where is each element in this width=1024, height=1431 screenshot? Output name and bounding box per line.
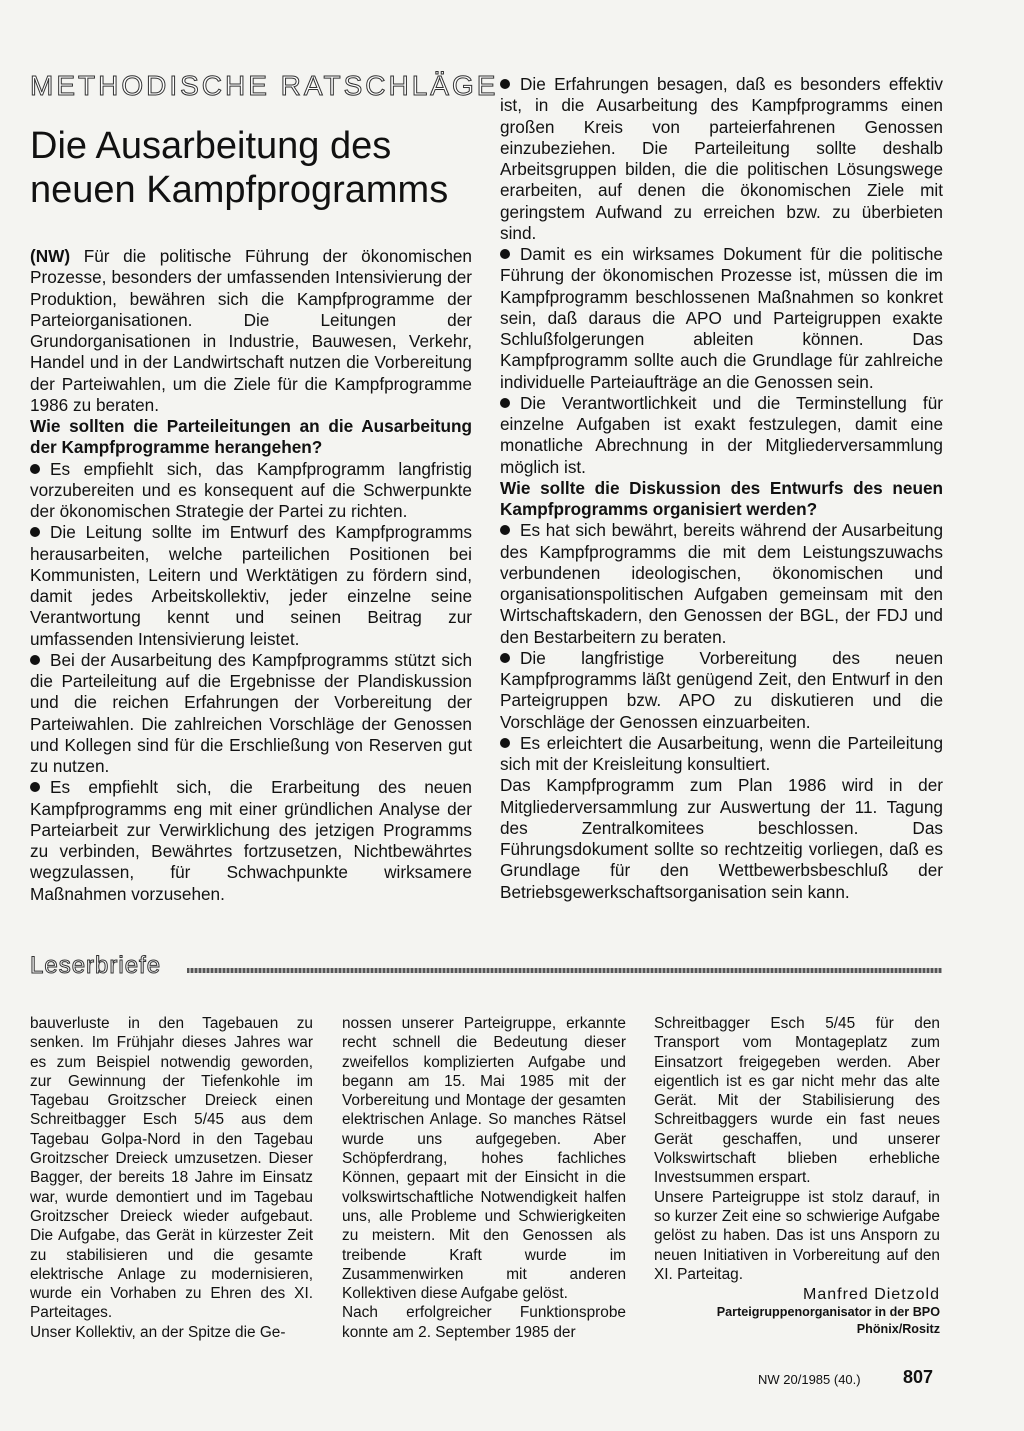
page-number: 807 bbox=[903, 1367, 934, 1387]
bullet-icon bbox=[30, 782, 40, 792]
bullet-icon bbox=[30, 464, 40, 474]
article-left-column bbox=[30, 246, 472, 905]
bullet-icon bbox=[500, 738, 510, 748]
letter-paragraph: Nach erfolgreicher Funktionsprobe konnte am 2. September 1985 der bbox=[342, 1304, 626, 1341]
intro-text: Für die politische Führung der ökonomischen Prozesse, besonders der umfassenden Intensivierung der Produktion, bewähren sich die Kampfprogramme der Parteiorganisationen. Die Leitungen der Grundorganisationen in Industrie, Bauwesen, Verkehr, Handel und in der Landwirtschaft nutzen die Vorbereitung der Parteiwahlen, um die Ziele für die Kampfprogramme 1986 zu beraten. bbox=[30, 246, 472, 415]
bullet-icon bbox=[500, 249, 510, 259]
question-1: Wie sollten die Parteileitungen an die Ausarbeitung der Kampfprogramme herangehen? bbox=[30, 416, 472, 458]
bullet-paragraph: Es empfiehlt sich, die Erarbeitung des neuen Kampfprogramms eng mit einer gründlichen Analyse der Parteiarbeit zur Verwirklichung des jetzigen Programms zu verbinden, Bewährtes fortzusetzen, Nichtbewährtes wegzulassen, für Schwachpunkte wirksamere Maßnahmen vorzusehen. bbox=[30, 777, 472, 904]
section-divider bbox=[187, 968, 942, 973]
letter-paragraph: Unser Kollektiv, an der Spitze die Ge- bbox=[30, 1323, 286, 1341]
headline: Die Ausarbeitung des neuen Kampfprogramms bbox=[30, 125, 449, 211]
bullet-icon bbox=[500, 398, 510, 408]
closing-paragraph: Das Kampfprogramm zum Plan 1986 wird in der Mitgliederversammlung zur Auswertung der 11. Tagung des Zentralkomitees beschlossen. Das Führungsdokument sollte so rechtzeitig vorliegen, daß es Grundlage für den Wettbewerbsbeschluß der Betriebsgewerkschaftsorganisation sein kann. bbox=[500, 775, 943, 902]
issue-number: NW 20/1985 (40.) bbox=[758, 1372, 861, 1387]
letter-paragraph: Schreitbagger Esch 5/45 für den Transport vom Montageplatz zum Einsatzort freigegeben werden. Aber eigentlich ist es gar nicht mehr das alte Gerät. Mit der Stabilisierung des Schreitbaggers wurde ein fast neues Gerät geschaffen, und unserer Volkswirtschaft blieben erhebliche Investsummen erspart. bbox=[654, 1015, 940, 1187]
letter-column-2 bbox=[342, 1014, 626, 1342]
bullet-paragraph: Es empfiehlt sich, das Kampfprogramm langfristig vorzubereiten und es konsequent auf die Schwerpunkte der ökonomischen Strategie der Partei zu richten. bbox=[30, 458, 472, 521]
signature-location: Phönix/Rositz bbox=[856, 1322, 940, 1336]
letter-column-1 bbox=[30, 1014, 313, 1342]
bullet-icon bbox=[500, 525, 510, 535]
bullet-paragraph: Es erleichtert die Ausarbeitung, wenn die Parteileitung sich mit der Kreisleitung konsultiert. bbox=[500, 732, 943, 774]
bullet-icon bbox=[30, 527, 40, 537]
bullet-paragraph: Es hat sich bewährt, bereits während der Ausarbeitung des Kampfprogramms die mit dem Leistungszuwachs verbundenen ideologischen, ökonomischen und organisationspolitischen Aufgaben gemeinsam mit den Wirtschaftskadern, den Genossen der BGL, der FDJ und den Bestarbeitern zu beraten. bbox=[500, 520, 943, 647]
bullet-icon bbox=[500, 653, 510, 663]
letter-paragraph: Unsere Parteigruppe ist stolz darauf, in so kurzer Zeit eine so schwierige Aufgabe gelöst zu haben. Das ist uns Ansporn zu neuen Initiativen in Vorbereitung auf den XI. Parteitag. bbox=[654, 1188, 940, 1283]
bullet-paragraph: Damit es ein wirksames Dokument für die politische Führung der ökonomischen Prozesse ist, müssen die im Kampfprogramm beschlossenen Maßnahmen so konkret sein, daß daraus die APO und Parteigruppen exakte Schlußfolgerungen ableiten können. Das Kampfprogramm sollte auch die Grundlage für zahlreiche individuelle Parteiaufträge an die Genossen sein. bbox=[500, 244, 943, 392]
letter-signature bbox=[654, 1286, 940, 1338]
letter-paragraph: bauverluste in den Tagebauen zu senken. Im Frühjahr dieses Jahres war es zum Beispiel notwendig geworden, zur Gewinnung der Tiefenkohle im Tagebau Groitzscher Dreieck einen Schreitbagger Esch 5/45 aus dem Tagebau Golpa-Nord in den Tagebau Groitzscher Dreieck umzusetzen. Dieser Bagger, der bereits 18 Jahre im Einsatz war, wurde demontiert und im Tagebau Groitzscher Dreieck wieder aufgebaut. Die Aufgabe, das Gerät in kürzester Zeit zu stabilisieren und die gesamte elektrische Anlage zu modernisieren, wurde ein Vorhaben zu Ehren des XI. Parteitages. bbox=[30, 1015, 313, 1322]
article-right-column bbox=[500, 74, 943, 903]
signature-role: Parteigruppenorganisator in der BPO bbox=[716, 1305, 940, 1319]
bullet-paragraph: Die Erfahrungen besagen, daß es besonders effektiv ist, in die Ausarbeitung des Kampfprogramms einen großen Kreis von parteierfahrenen Genossen einzubeziehen. Die Parteileitung sollte deshalb Arbeitsgruppen bilden, die die politischen Lösungswege erarbeiten, auf denen die ökonomischen Ziele mit geringstem Aufwand zu erreichen bzw. zu überbieten sind. bbox=[500, 74, 943, 243]
bullet-paragraph: Die Verantwortlichkeit und die Terminstellung für einzelne Aufgaben ist exakt festzulegen, damit eine monatliche Abrechnung in der Mitgliederversammlung möglich ist. bbox=[500, 392, 943, 477]
intro-paragraph bbox=[30, 246, 472, 416]
bullet-icon bbox=[500, 79, 510, 89]
bullet-icon bbox=[30, 655, 40, 665]
bullet-paragraph: Bei der Ausarbeitung des Kampfprogramms stützt sich die Parteileitung auf die Ergebnisse der Plandiskussion und die reichen Erfahrungen der Vorbereitung der Parteiwahlen. Die zahlreichen Vorschläge der Genossen und Kollegen sind für die Erschließung von Reserven gut zu nutzen. bbox=[30, 649, 472, 776]
signature-name: Manfred Dietzold bbox=[803, 1286, 940, 1303]
question-2: Wie sollte die Diskussion des Entwurfs des neuen Kampfprogramms organisiert werden? bbox=[500, 477, 943, 519]
lead-tag: (NW) bbox=[30, 246, 71, 266]
bullet-paragraph: Die Leitung sollte im Entwurf des Kampfprogramms herausarbeiten, welche parteilichen Positionen bei Kommunisten, Leitern und Werktätigen zu fördern sind, damit jedes Arbeitskollektiv, jeder einzelne seine Verantwortung kennt und seinen Beitrag zur umfassenden Intensivierung leistet. bbox=[30, 522, 472, 649]
section-kicker: METHODISCHE RATSCHLÄGE bbox=[30, 70, 499, 101]
letter-column-3 bbox=[654, 1014, 940, 1284]
bullet-paragraph: Die langfristige Vorbereitung des neuen Kampfprogramms läßt genügend Zeit, den Entwurf in den Parteigruppen bzw. APO zu diskutieren und die Vorschläge der Genossen einzuarbeiten. bbox=[500, 647, 943, 732]
letter-paragraph: nossen unserer Parteigruppe, erkannte recht schnell die Bedeutung dieser zweifellos komplizierten Aufgabe und begann am 15. Mai 1985 mit der Vorbereitung und Montage der gesamten elektrischen Anlage. So manches Rätsel wurde uns aufgegeben. Aber Schöpferdrang, hohes fachliches Können, gepaart mit der Einsicht in die volkswirtschaftliche Notwendigkeit halfen uns, alle Probleme und Schwierigkeiten zu meistern. Mit den Genossen als treibende Kraft wurde im Zusammenwirken mit anderen Kollektiven diese Aufgabe gelöst. bbox=[342, 1015, 626, 1303]
letters-section-label: Leserbriefe bbox=[30, 952, 162, 979]
letters-section-header bbox=[30, 952, 942, 984]
